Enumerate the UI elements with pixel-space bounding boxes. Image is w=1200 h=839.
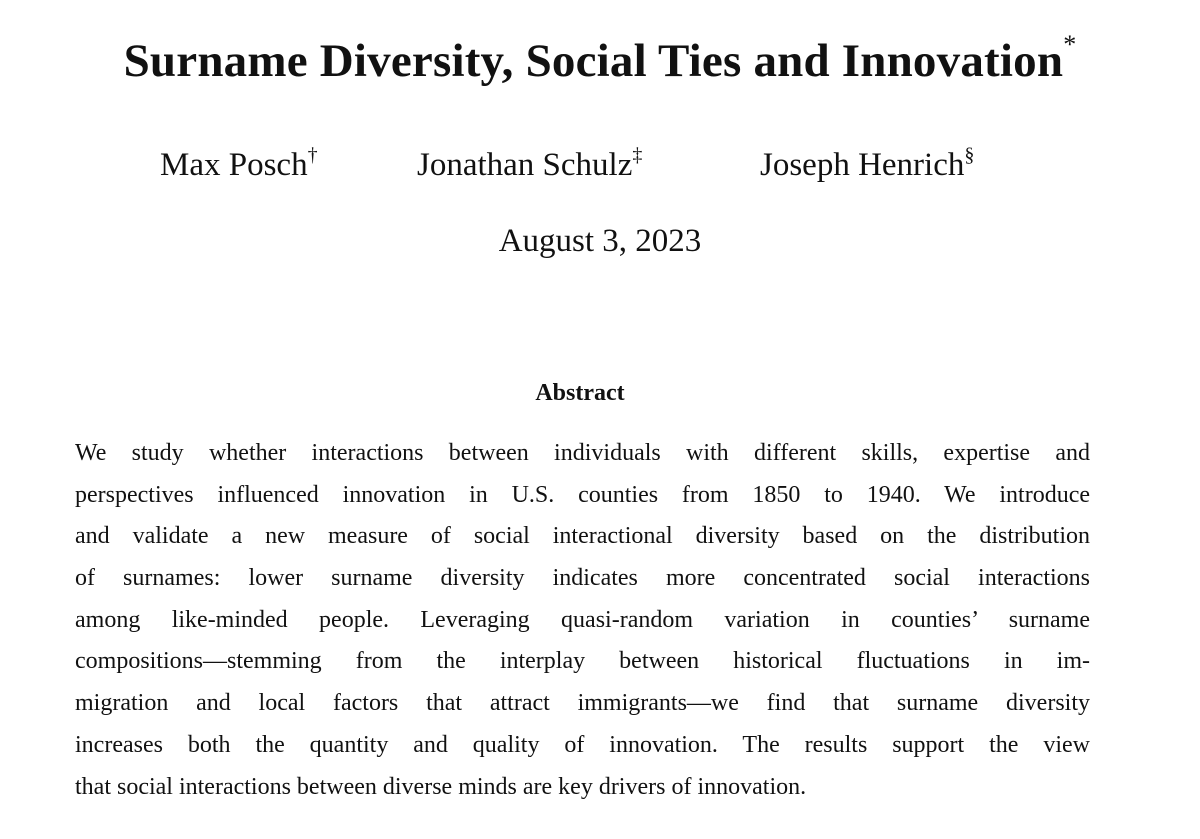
author-footnote-mark[interactable]: ‡ <box>632 144 643 166</box>
author-name: Joseph Henrich <box>760 147 965 183</box>
author-footnote-mark[interactable]: † <box>307 144 318 166</box>
publication-date: August 3, 2023 <box>498 223 702 259</box>
abstract-line: among like-minded people. Leveraging quasi-random variation in counties’ surname <box>75 606 1090 633</box>
author-name: Jonathan Schulz <box>417 147 633 183</box>
abstract-line: increases both the quantity and quality of innovation. The results support the view <box>75 731 1090 758</box>
author-jonathan-schulz <box>417 140 642 190</box>
title-footnote-mark[interactable]: * <box>1063 30 1077 60</box>
paper-title-text: Surname Diversity, Social Ties and Innovation <box>123 35 1064 87</box>
abstract-line: We study whether interactions between individuals with different skills, expertise and <box>75 440 1090 466</box>
author-footnote-mark[interactable]: § <box>964 144 975 166</box>
abstract-line: migration and local factors that attract immigrants—we find that surname diversity <box>75 690 1090 717</box>
author-name: Max Posch <box>160 147 308 183</box>
abstract-line: that social interactions between diverse minds are key drivers of innovation. <box>75 773 807 800</box>
abstract-line: compositions—stemming from the interplay between historical fluctuations in im- <box>75 648 1090 675</box>
paper-title <box>0 28 1200 94</box>
author-max-posch <box>160 140 318 190</box>
author-joseph-henrich <box>760 140 974 190</box>
abstract-line: of surnames: lower surname diversity indicates more concentrated social interactions <box>75 565 1090 592</box>
abstract-line: perspectives influenced innovation in U.S. counties from 1850 to 1940. We introduce <box>75 481 1090 508</box>
abstract-line: and validate a new measure of social interactional diversity based on the distribution <box>75 523 1090 550</box>
abstract-body <box>75 433 1090 808</box>
abstract-heading: Abstract <box>535 380 625 406</box>
author-list <box>0 140 1200 190</box>
